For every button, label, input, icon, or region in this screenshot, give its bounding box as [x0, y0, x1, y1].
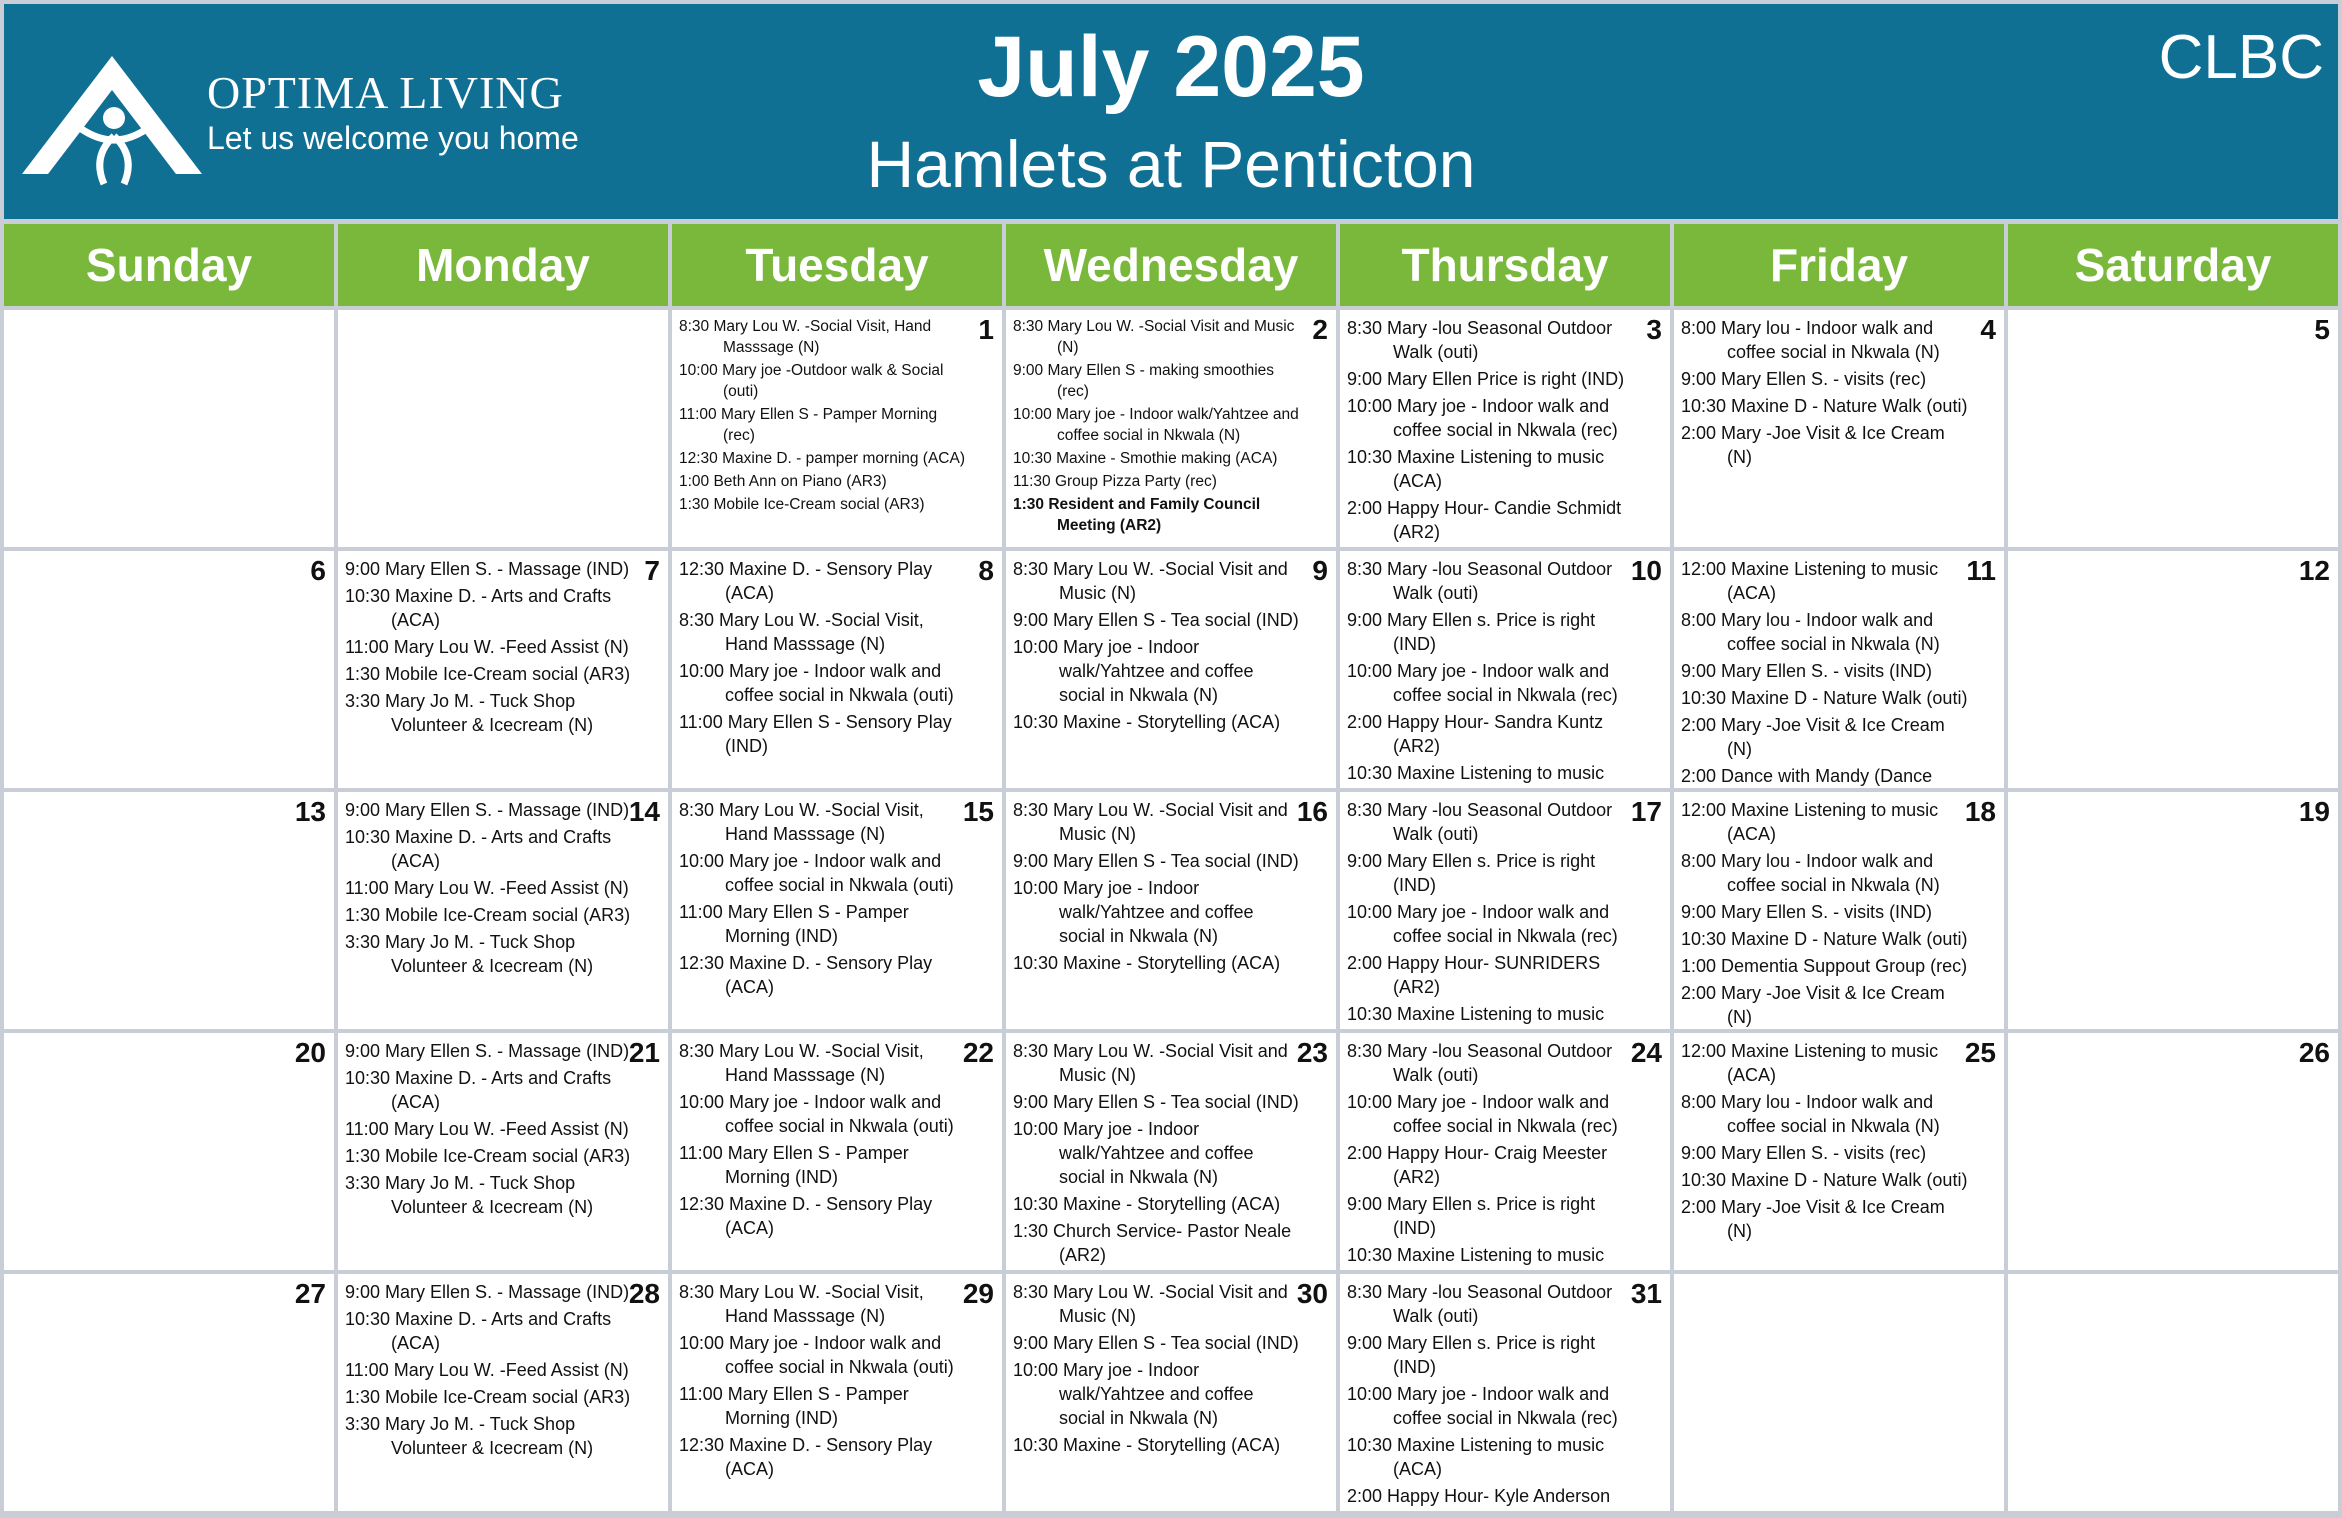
event-list	[679, 316, 968, 517]
event-item: 1:30 Mobile Ice-Cream social (AR3)	[679, 496, 925, 513]
event-item: 8:00 Mary lou - Indoor walk and coffee social in Nkwala (N)	[1681, 1092, 1940, 1136]
day-cell	[672, 1274, 1002, 1511]
event-item: 10:30 Maxine - Storytelling (ACA)	[1013, 712, 1281, 732]
calendar-title: July 2025	[977, 19, 1365, 115]
event-item: 9:00 Mary Ellen S. - visits (IND)	[1681, 902, 1933, 922]
event-item: 9:00 Mary Ellen s. Price is right (IND)	[1347, 1333, 1596, 1377]
day-number: 22	[962, 1037, 994, 1068]
event-item: 10:00 Mary joe - Indoor walk and coffee social in Nkwala (rec)	[1347, 661, 1618, 705]
event-item: 10:00 Mary joe -Outdoor walk & Social (outi)	[679, 362, 944, 400]
event-list	[345, 557, 634, 740]
event-item: 10:30 Maxine - Storytelling (ACA)	[1013, 1435, 1281, 1455]
event-item: 10:00 Mary joe - Indoor walk and coffee social in Nkwala (outi)	[679, 661, 954, 705]
event-item: 10:00 Mary joe - Indoor walk/Yahtzee and coffee social in Nkwala (N)	[1013, 637, 1254, 705]
day-cell	[2008, 1274, 2338, 1511]
event-item: 12:30 Maxine D. - Sensory Play (ACA)	[679, 559, 933, 603]
day-cell	[672, 792, 1002, 1029]
day-cell	[1340, 551, 1670, 788]
day-cell	[672, 1033, 1002, 1270]
day-number: 12	[2298, 555, 2330, 586]
day-number: 9	[1312, 555, 1328, 586]
event-item: 8:30 Mary -lou Seasonal Outdoor Walk (outi)	[1347, 1041, 1613, 1085]
day-cell	[2008, 551, 2338, 788]
event-item: 10:30 Maxine Listening to music	[1347, 763, 1605, 783]
event-list	[679, 1280, 968, 1484]
event-item: 10:00 Mary joe - Indoor walk and coffee social in Nkwala (rec)	[1347, 1092, 1618, 1136]
event-list	[1681, 798, 1970, 1029]
weekday-friday: Friday	[1674, 224, 2004, 306]
day-cell	[1006, 551, 1336, 788]
event-item: 11:00 Mary Ellen S - Pamper Morning (IND)	[679, 1143, 909, 1187]
event-item: 9:00 Mary Ellen S. - Massage (IND)	[345, 559, 630, 579]
event-item: 2:00 Happy Hour- SUNRIDERS (AR2)	[1347, 953, 1601, 997]
event-item: 2:00 Mary -Joe Visit & Ice Cream (N)	[1681, 1197, 1945, 1241]
day-number: 21	[628, 1037, 660, 1068]
event-item: 10:30 Maxine Listening to music	[1347, 1245, 1605, 1265]
event-list	[1013, 1039, 1302, 1270]
event-list	[1013, 557, 1302, 737]
event-item: 10:30 Maxine - Storytelling (ACA)	[1013, 953, 1281, 973]
event-item: 9:00 Mary Ellen S - Tea social (IND)	[1013, 1333, 1299, 1353]
event-item: 10:00 Mary joe - Indoor walk and coffee social in Nkwala (rec)	[1347, 1384, 1618, 1428]
event-item: 8:30 Mary -lou Seasonal Outdoor Walk (outi)	[1347, 318, 1613, 362]
event-item: 11:00 Mary Ellen S - Pamper Morning (IND)	[679, 902, 909, 946]
event-item: 8:00 Mary lou - Indoor walk and coffee social in Nkwala (N)	[1681, 318, 1940, 362]
event-item: 1:30 Resident and Family Council Meeting (AR2)	[1013, 496, 1261, 534]
day-number: 7	[644, 555, 660, 586]
day-number: 19	[2298, 796, 2330, 827]
event-item: 1:00 Beth Ann on Piano (AR3)	[679, 473, 887, 490]
day-number: 26	[2298, 1037, 2330, 1068]
calendar-subtitle: Hamlets at Penticton	[866, 127, 1476, 201]
event-list	[1347, 316, 1636, 547]
calendar-code: CLBC	[2158, 23, 2324, 92]
event-item: 9:00 Mary Ellen S. - visits (rec)	[1681, 1143, 1927, 1163]
event-item: 8:30 Mary Lou W. -Social Visit, Hand Masssage (N)	[679, 1041, 924, 1085]
event-item: 2:00 Mary -Joe Visit & Ice Cream (N)	[1681, 983, 1945, 1027]
day-cell	[1674, 310, 2004, 547]
day-cell	[1340, 310, 1670, 547]
event-list	[1347, 1280, 1636, 1511]
day-number: 10	[1630, 555, 1662, 586]
event-item: 10:30 Maxine D - Nature Walk (outi)	[1681, 688, 1968, 708]
day-number: 8	[978, 555, 994, 586]
day-cell	[4, 1033, 334, 1270]
event-item: 8:30 Mary Lou W. -Social Visit and Music (N)	[1013, 559, 1288, 603]
weekday-wednesday: Wednesday	[1006, 224, 1336, 306]
event-item: 3:30 Mary Jo M. - Tuck Shop Volunteer & Icecream (N)	[345, 1173, 594, 1217]
day-cell	[4, 1274, 334, 1511]
day-cell	[1006, 310, 1336, 547]
event-item: 9:00 Mary Ellen s. Price is right (IND)	[1347, 1194, 1596, 1238]
event-item: 9:00 Mary Ellen s. Price is right (IND)	[1347, 851, 1596, 895]
event-item: 12:00 Maxine Listening to music (ACA)	[1681, 1041, 1939, 1085]
event-item: 3:30 Mary Jo M. - Tuck Shop Volunteer & Icecream (N)	[345, 932, 594, 976]
event-item: 9:00 Mary Ellen S. - visits (rec)	[1681, 369, 1927, 389]
day-cell	[1340, 1033, 1670, 1270]
event-item: 11:30 Group Pizza Party (rec)	[1013, 473, 1217, 490]
event-item: 11:00 Mary Lou W. -Feed Assist (N)	[345, 1119, 629, 1139]
event-item: 9:00 Mary Ellen Price is right (IND)	[1347, 369, 1625, 389]
event-list	[345, 1039, 634, 1222]
event-list	[345, 798, 634, 981]
event-list	[1681, 557, 1970, 788]
event-item: 10:30 Maxine - Smothie making (ACA)	[1013, 450, 1278, 467]
weekday-monday: Monday	[338, 224, 668, 306]
day-number: 11	[1966, 555, 1996, 586]
event-item: 10:00 Mary joe - Indoor walk/Yahtzee and coffee social in Nkwala (N)	[1013, 1119, 1254, 1187]
day-cell	[1006, 1033, 1336, 1270]
event-item: 2:00 Happy Hour- Candie Schmidt (AR2)	[1347, 498, 1622, 542]
event-item: 10:00 Mary joe - Indoor walk and coffee social in Nkwala (outi)	[679, 1333, 954, 1377]
event-item: 10:30 Maxine D - Nature Walk (outi)	[1681, 929, 1968, 949]
calendar-header	[4, 4, 2338, 219]
event-item: 2:00 Dance with Mandy (Dance	[1681, 766, 1933, 786]
event-item: 8:30 Mary Lou W. -Social Visit, Hand Masssage (N)	[679, 800, 924, 844]
day-cell	[1006, 1274, 1336, 1511]
event-item: 8:30 Mary -lou Seasonal Outdoor Walk (outi)	[1347, 1282, 1613, 1326]
event-item: 9:00 Mary Ellen S - Tea social (IND)	[1013, 610, 1299, 630]
day-number: 24	[1630, 1037, 1662, 1068]
weekday-header-row	[4, 224, 2338, 306]
event-item: 10:30 Maxine Listening to music (ACA)	[1347, 1435, 1605, 1479]
event-item: 9:00 Mary Ellen S - Tea social (IND)	[1013, 851, 1299, 871]
event-item: 12:30 Maxine D. - Sensory Play (ACA)	[679, 1194, 933, 1238]
event-item: 10:00 Mary joe - Indoor walk and coffee social in Nkwala (rec)	[1347, 902, 1618, 946]
day-cell	[2008, 792, 2338, 1029]
day-cell	[1340, 1274, 1670, 1511]
day-cell	[2008, 310, 2338, 547]
day-number: 29	[962, 1278, 994, 1309]
day-number: 28	[628, 1278, 660, 1309]
event-item: 1:30 Mobile Ice-Cream social (AR3)	[345, 664, 631, 684]
event-item: 8:30 Mary Lou W. -Social Visit and Music (N)	[1013, 1282, 1288, 1326]
event-item: 10:00 Mary joe - Indoor walk/Yahtzee and coffee social in Nkwala (N)	[1013, 878, 1254, 946]
event-item: 9:00 Mary Ellen s. Price is right (IND)	[1347, 610, 1596, 654]
day-number: 2	[1312, 314, 1328, 345]
event-item: 1:30 Mobile Ice-Cream social (AR3)	[345, 1387, 631, 1407]
event-item: 8:00 Mary lou - Indoor walk and coffee social in Nkwala (N)	[1681, 610, 1940, 654]
event-item: 12:30 Maxine D. - Sensory Play (ACA)	[679, 953, 933, 997]
event-item: 8:30 Mary Lou W. -Social Visit and Music (N)	[1013, 800, 1288, 844]
event-item: 2:00 Happy Hour- Kyle Anderson	[1347, 1486, 1611, 1506]
weekday-sunday: Sunday	[4, 224, 334, 306]
event-item: 1:30 Mobile Ice-Cream social (AR3)	[345, 1146, 631, 1166]
event-item: 12:00 Maxine Listening to music (ACA)	[1681, 559, 1939, 603]
brand-tagline: Let us welcome you home	[207, 120, 579, 156]
event-list	[679, 1039, 968, 1243]
event-item: 9:00 Mary Ellen S. - Massage (IND)	[345, 1282, 630, 1302]
event-list	[1347, 798, 1636, 1029]
day-cell	[4, 551, 334, 788]
brand-name: OPTIMA LIVING	[207, 67, 564, 118]
weekday-saturday: Saturday	[2008, 224, 2338, 306]
day-number: 15	[962, 796, 994, 827]
day-number: 27	[294, 1278, 326, 1309]
event-item: 10:00 Mary joe - Indoor walk/Yahtzee and coffee social in Nkwala (N)	[1013, 406, 1299, 444]
event-list	[1347, 1039, 1636, 1270]
event-item: 8:30 Mary -lou Seasonal Outdoor Walk (outi)	[1347, 800, 1613, 844]
day-cell	[672, 310, 1002, 547]
weekday-thursday: Thursday	[1340, 224, 1670, 306]
event-item: 10:30 Maxine D. - Arts and Crafts (ACA)	[345, 586, 612, 630]
event-item: 9:00 Mary Ellen S. - Massage (IND)	[345, 1041, 630, 1061]
event-item: 11:00 Mary Ellen S - Sensory Play (IND)	[679, 712, 952, 756]
day-number: 14	[628, 796, 660, 827]
event-item: 10:30 Maxine D. - Arts and Crafts (ACA)	[345, 1068, 612, 1112]
event-item: 8:30 Mary Lou W. -Social Visit and Music (N)	[1013, 1041, 1288, 1085]
event-item: 10:30 Maxine D - Nature Walk (outi)	[1681, 1170, 1968, 1190]
day-cell	[1340, 792, 1670, 1029]
day-cell	[1006, 792, 1336, 1029]
event-list	[679, 557, 968, 761]
event-item: 2:00 Happy Hour- Sandra Kuntz (AR2)	[1347, 712, 1604, 756]
event-item: 11:00 Mary Lou W. -Feed Assist (N)	[345, 637, 629, 657]
weekday-tuesday: Tuesday	[672, 224, 1002, 306]
day-cell	[338, 551, 668, 788]
day-number: 4	[1980, 314, 1996, 345]
calendar-grid	[4, 310, 2338, 1514]
day-cell	[338, 310, 668, 547]
day-cell	[338, 1033, 668, 1270]
event-list	[1013, 1280, 1302, 1460]
day-cell	[1674, 551, 2004, 788]
day-number: 18	[1964, 796, 1996, 827]
day-number: 17	[1630, 796, 1662, 827]
event-item: 10:00 Mary joe - Indoor walk and coffee social in Nkwala (rec)	[1347, 396, 1618, 440]
event-item: 9:00 Mary Ellen S - Tea social (IND)	[1013, 1092, 1299, 1112]
event-list	[679, 798, 968, 1002]
event-item: 3:30 Mary Jo M. - Tuck Shop Volunteer & Icecream (N)	[345, 1414, 594, 1458]
event-item: 10:00 Mary joe - Indoor walk and coffee social in Nkwala (outi)	[679, 1092, 954, 1136]
day-number: 31	[1630, 1278, 1662, 1309]
event-item: 8:00 Mary lou - Indoor walk and coffee social in Nkwala (N)	[1681, 851, 1940, 895]
day-cell	[1674, 1033, 2004, 1270]
day-number: 25	[1964, 1037, 1996, 1068]
event-item: 11:00 Mary Lou W. -Feed Assist (N)	[345, 878, 629, 898]
day-number: 6	[310, 555, 326, 586]
event-item: 9:00 Mary Ellen S. - visits (IND)	[1681, 661, 1933, 681]
day-number: 5	[2314, 314, 2330, 345]
event-item: 12:00 Maxine Listening to music (ACA)	[1681, 800, 1939, 844]
day-number: 13	[294, 796, 326, 827]
event-item: 8:30 Mary Lou W. -Social Visit and Music (N)	[1013, 318, 1295, 356]
day-cell	[2008, 1033, 2338, 1270]
event-item: 2:00 Mary -Joe Visit & Ice Cream (N)	[1681, 423, 1945, 467]
event-item: 11:00 Mary Ellen S - Pamper Morning (IND)	[679, 1384, 909, 1428]
day-number: 3	[1646, 314, 1662, 345]
event-item: 12:30 Maxine D. - Sensory Play (ACA)	[679, 1435, 933, 1479]
event-item: 8:30 Mary Lou W. -Social Visit, Hand Masssage (N)	[679, 318, 932, 356]
event-item: 3:30 Mary Jo M. - Tuck Shop Volunteer & Icecream (N)	[345, 691, 594, 735]
event-item: 10:30 Maxine D. - Arts and Crafts (ACA)	[345, 1309, 612, 1353]
event-item: 1:30 Church Service- Pastor Neale (AR2)	[1013, 1221, 1292, 1265]
event-item: 8:30 Mary -lou Seasonal Outdoor Walk (outi)	[1347, 559, 1613, 603]
day-number: 23	[1296, 1037, 1328, 1068]
event-item: 2:00 Happy Hour- Craig Meester (AR2)	[1347, 1143, 1608, 1187]
event-item: 10:30 Maxine Listening to music	[1347, 1004, 1605, 1024]
day-cell	[1674, 792, 2004, 1029]
day-number: 16	[1296, 796, 1328, 827]
event-item: 1:00 Dementia Suppout Group (rec)	[1681, 956, 1968, 976]
day-number: 20	[294, 1037, 326, 1068]
event-item: 8:30 Mary Lou W. -Social Visit, Hand Masssage (N)	[679, 610, 924, 654]
event-item: 8:30 Mary Lou W. -Social Visit, Hand Masssage (N)	[679, 1282, 924, 1326]
event-item: 11:00 Mary Lou W. -Feed Assist (N)	[345, 1360, 629, 1380]
event-item: 10:30 Maxine - Storytelling (ACA)	[1013, 1194, 1281, 1214]
day-cell	[4, 310, 334, 547]
day-cell	[4, 792, 334, 1029]
event-item: 2:00 Mary -Joe Visit & Ice Cream (N)	[1681, 715, 1945, 759]
event-item: 10:00 Mary joe - Indoor walk/Yahtzee and coffee social in Nkwala (N)	[1013, 1360, 1254, 1428]
day-cell	[1674, 1274, 2004, 1511]
event-item: 10:30 Maxine D. - Arts and Crafts (ACA)	[345, 827, 612, 871]
day-cell	[338, 792, 668, 1029]
event-list	[1681, 316, 1970, 472]
event-item: 11:00 Mary Ellen S - Pamper Morning (rec)	[679, 406, 938, 444]
event-item: 10:30 Maxine D - Nature Walk (outi)	[1681, 396, 1968, 416]
event-list	[345, 1280, 634, 1463]
event-item: 1:30 Mobile Ice-Cream social (AR3)	[345, 905, 631, 925]
event-list	[1681, 1039, 1970, 1246]
event-item: 12:30 Maxine D. - pamper morning (ACA)	[679, 450, 966, 467]
day-cell	[338, 1274, 668, 1511]
event-item: 9:00 Mary Ellen S - making smoothies (rec)	[1013, 362, 1275, 400]
event-list	[1013, 798, 1302, 978]
day-cell	[672, 551, 1002, 788]
day-number: 30	[1296, 1278, 1328, 1309]
day-number: 1	[978, 314, 994, 345]
event-item: 9:00 Mary Ellen S. - Massage (IND)	[345, 800, 630, 820]
event-list	[1013, 316, 1302, 538]
event-item: 10:00 Mary joe - Indoor walk and coffee social in Nkwala (outi)	[679, 851, 954, 895]
event-list	[1347, 557, 1636, 788]
event-item: 10:30 Maxine Listening to music (ACA)	[1347, 447, 1605, 491]
